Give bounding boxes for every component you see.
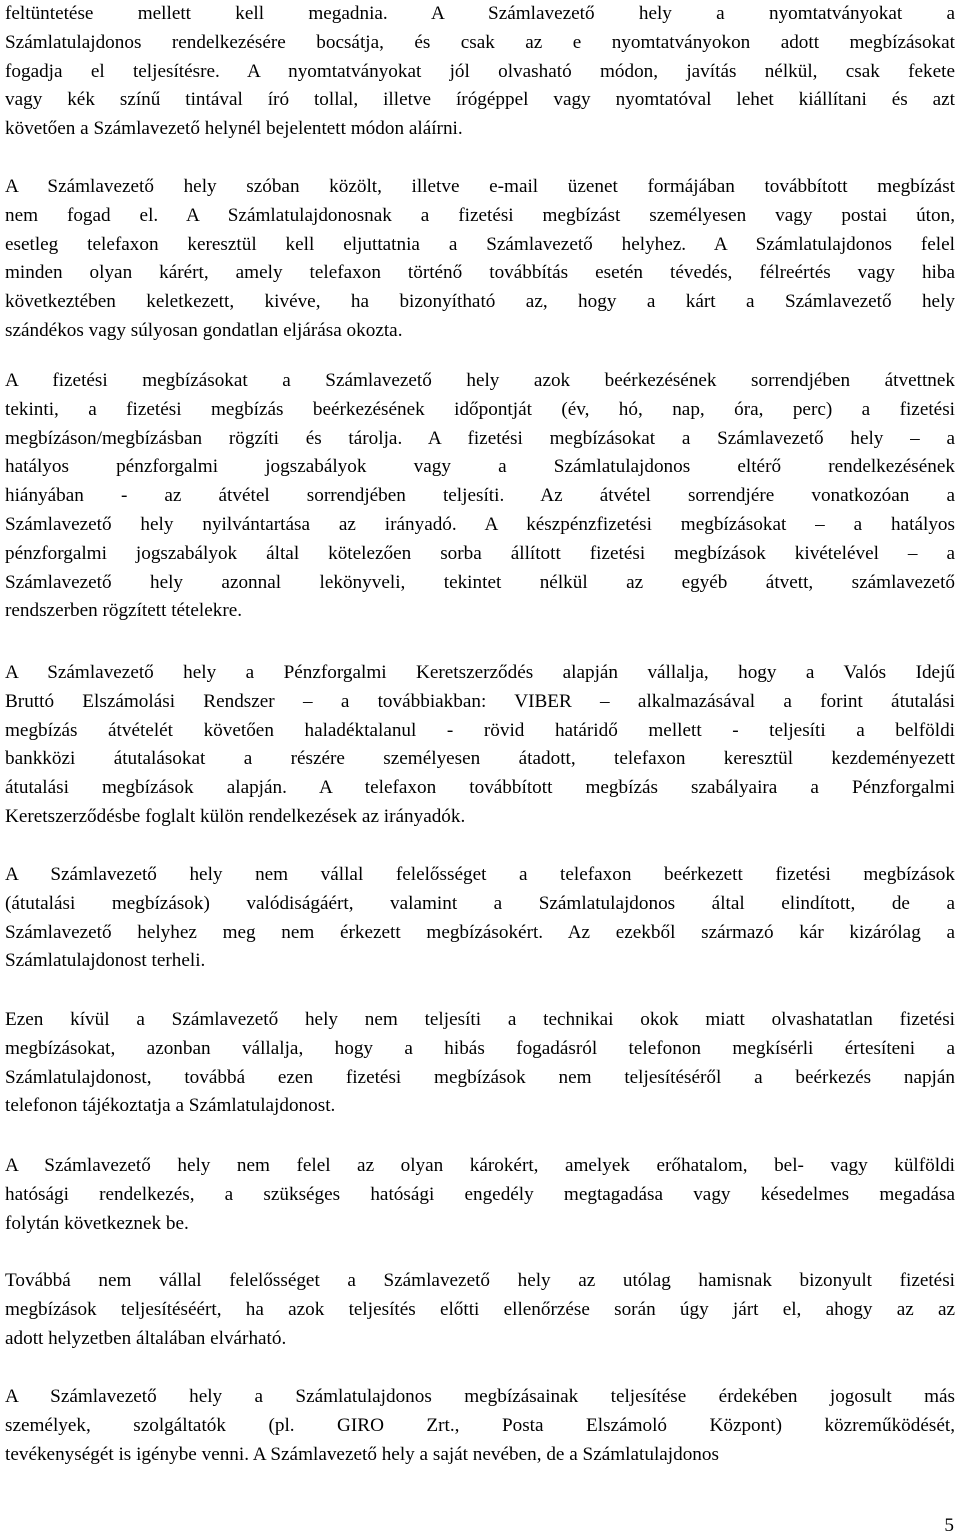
text-line: adott helyzetben általában elvárható.: [5, 1327, 287, 1349]
text-line: Számlavezető hely nyilvántartása az irányadó. A készpénzfizetési megbízásokat – a hatályos: [5, 513, 955, 535]
text-line: tekinti, a fizetési megbízás beérkezésének időpontját (év, hó, nap, óra, perc) a fizetési: [5, 398, 955, 420]
text-line: feltüntetése mellett kell megadnia. A Számlavezető hely a nyomtatványokat a: [5, 3, 955, 24]
text-line: személyek, szolgáltatók (pl. GIRO Zrt., Posta Elszámoló Központ) közreműködését,: [5, 1414, 955, 1436]
text-line: A Számlavezető hely nem felel az olyan károkért, amelyek erőhatalom, bel- vagy külföldi: [5, 1155, 955, 1176]
text-line: megbízás átvételét követően haladéktalanul - rövid határidő mellett - teljesíti a belföldi: [5, 719, 955, 741]
text-line: Számlavezető helyhez meg nem érkezett megbízásokért. Az ezekből származó kár kizárólag a: [5, 921, 955, 943]
text-line: nem fogad el. A Számlatulajdonosnak a fizetési megbízást személyesen vagy postai úton,: [5, 204, 955, 226]
text-line: bankközi átutalásokat a részére személyesen átadott, telefaxon keresztül kezdeményezett: [5, 748, 955, 770]
text-line: A Számlavezető hely nem vállal felelősséget a telefaxon beérkezett fizetési megbízások: [5, 864, 955, 885]
text-line: telefonon tájékoztatja a Számlatulajdonost.: [5, 1095, 336, 1117]
text-line: követően a Számlavezető helynél bejelentett módon aláírni.: [5, 118, 463, 140]
text-line: rendszerben rögzített tételekre.: [5, 600, 243, 622]
paragraph: [5, 0, 955, 144]
text-line: minden olyan kárért, amely telefaxon történő továbbítás esetén tévedés, félreértés vagy hiba: [5, 262, 955, 284]
text-line: vagy kék színű tintával író tollal, illetve írógéppel vagy nyomtatóval lehet kiállítani és azt: [5, 89, 955, 111]
paragraph: [5, 367, 955, 626]
paragraph: [5, 659, 955, 832]
text-line: Számlavezető hely azonnal lekönyveli, tekintet nélkül az egyéb átvett, számlavezető: [5, 571, 955, 593]
paragraph: [5, 861, 955, 976]
text-line: pénzforgalmi jogszabályok által kötelezően sorba állított fizetési megbízások kivételével – a: [5, 542, 955, 564]
paragraph: [5, 1152, 955, 1238]
text-line: szándékos vagy súlyosan gondatlan eljárása okozta.: [5, 319, 403, 341]
text-line: A Számlavezető hely a Pénzforgalmi Keretszerződés alapján vállalja, hogy a Valós Idejű: [5, 662, 955, 683]
paragraph: [5, 1006, 955, 1121]
paragraph: [5, 1383, 955, 1469]
text-line: hatósági rendelkezés, a szükséges hatósági engedély megtagadása vagy késedelmes megadása: [5, 1183, 955, 1205]
text-line: átutalási megbízások alapján. A telefaxon továbbított megbízás szabályaira a Pénzforgalmi: [5, 777, 955, 799]
text-line: megbízáson/megbízásban rögzíti és tárolja. A fizetési megbízásokat a Számlavezető hely – a: [5, 427, 955, 449]
text-line: Keretszerződésbe foglalt külön rendelkezések az irányadók.: [5, 805, 466, 827]
page-number: 5: [944, 1515, 954, 1536]
text-line: A Számlavezető hely a Számlatulajdonos megbízásainak teljesítése érdekében jogosult más: [5, 1386, 955, 1407]
text-line: hatályos pénzforgalmi jogszabályok vagy a Számlatulajdonos eltérő rendelkezésének: [5, 456, 955, 478]
text-line: Ezen kívül a Számlavezető hely nem teljesíti a technikai okok miatt olvashatatlan fizetési: [5, 1009, 955, 1030]
text-line: Számlatulajdonost terheli.: [5, 950, 206, 972]
text-line: A fizetési megbízásokat a Számlavezető hely azok beérkezésének sorrendjében átvettnek: [5, 370, 955, 391]
text-line: Számlatulajdonost, továbbá ezen fizetési megbízások nem teljesítéséről a beérkezés napján: [5, 1066, 955, 1088]
text-line: következtében keletkezett, kivéve, ha bizonyítható az, hogy a kárt a Számlavezető hely: [5, 291, 955, 313]
text-line: A Számlavezető hely szóban közölt, illetve e-mail üzenet formájában továbbított megbízást: [5, 176, 955, 197]
text-line: fogadja el teljesítésre. A nyomtatványokat jól olvasható módon, javítás nélkül, csak fekete: [5, 60, 955, 82]
text-line: (átutalási megbízások) valódiságáért, valamint a Számlatulajdonos által elindított, de a: [5, 892, 955, 914]
text-line: esetleg telefaxon keresztül kell eljuttatnia a Számlavezető helyhez. A Számlatulajdonos felel: [5, 233, 955, 255]
text-line: megbízások teljesítéséért, ha azok teljesítés előtti ellenőrzése során úgy járt el, ahogy az az: [5, 1298, 955, 1320]
text-line: Számlatulajdonos rendelkezésére bocsátja, és csak az e nyomtatványokon adott megbízásokat: [5, 31, 955, 53]
text-line: megbízásokat, azonban vállalja, hogy a hibás fogadásról telefonon megkísérli értesíteni a: [5, 1037, 955, 1059]
text-line: Bruttó Elszámolási Rendszer – a továbbiakban: VIBER – alkalmazásával a forint átutalási: [5, 690, 955, 712]
text-line: hiányában - az átvétel sorrendjében teljesíti. Az átvétel sorrendjére vonatkozóan a: [5, 485, 955, 507]
text-line: folytán következnek be.: [5, 1212, 189, 1234]
text-line: Továbbá nem vállal felelősséget a Számlavezető hely az utólag hamisnak bizonyult fizetési: [5, 1270, 955, 1291]
text-line: tevékenységét is igénybe venni. A Számlavezető hely a saját nevében, de a Számlatulajdonos: [5, 1443, 719, 1465]
paragraph: [5, 1267, 955, 1353]
paragraph: [5, 173, 955, 346]
